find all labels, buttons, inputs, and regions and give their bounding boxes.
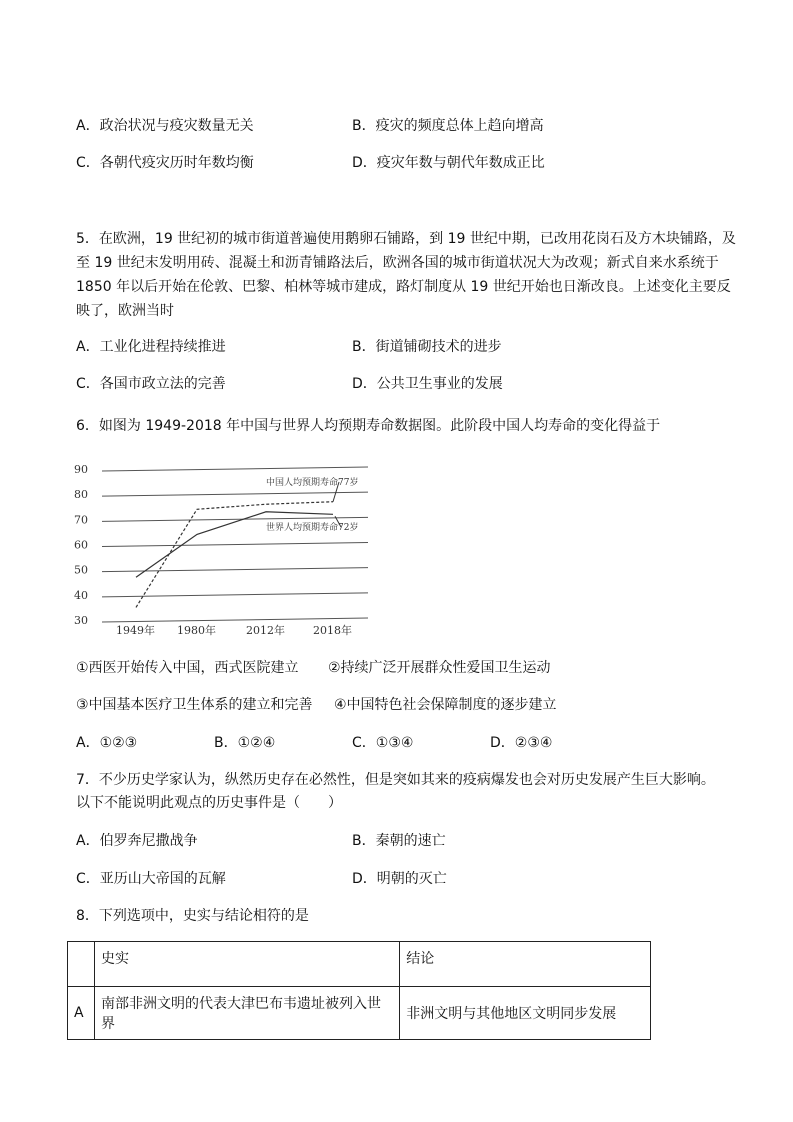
gridline: [102, 467, 368, 471]
gridline: [102, 618, 368, 622]
life-expectancy-chart: [70, 452, 380, 642]
gridline: [102, 517, 368, 521]
table-cell: 非洲文明与其他地区文明同步发展: [400, 987, 651, 1040]
q6-stem: 6．如图为 1949-2018 年中国与世界人均预期寿命数据图。此阶段中国人均寿命的变化得益于: [76, 418, 661, 434]
x-tick-label: 2012年: [246, 624, 285, 637]
y-tick-label: 80: [74, 488, 88, 502]
q4-option-b[interactable]: B．疫灾的频度总体上趋向增高: [352, 118, 544, 134]
table-header-cell: [68, 942, 95, 987]
y-tick-label: 60: [74, 538, 88, 552]
q4-option-c[interactable]: C．各朝代疫灾历时年数均衡: [76, 155, 254, 171]
table-cell: 南部非洲文明的代表大津巴布韦遗址被列入世界: [94, 987, 399, 1040]
q5-stem-line-1: 5．在欧洲，19 世纪初的城市街道普遍使用鹅卵石铺路，到 19 世纪中期，已改用花岗石及方木块铺路，及: [76, 231, 736, 247]
q5-stem-line-3: 1850 年以后开始在伦敦、巴黎、柏林等城市建成，路灯制度从 19 世纪开始也日渐改良。上述变化主要反: [76, 279, 731, 295]
y-tick-label: 40: [74, 588, 88, 602]
q6-item-4: ④中国特色社会保障制度的逐步建立: [334, 697, 557, 713]
series-label: 世界人均预期寿命72岁: [266, 523, 359, 533]
x-tick-label: 1949年: [116, 624, 155, 637]
series-line: [136, 502, 333, 608]
table-cell: A: [68, 987, 95, 1040]
q7-stem-line-1: 7．不少历史学家认为，纵然历史存在必然性，但是突如其来的疫病爆发也会对历史发展产生巨大影响。: [76, 772, 715, 788]
gridline: [102, 593, 368, 597]
q5-stem-line-2: 至 19 世纪末发明用砖、混凝土和沥青铺路法后，欧洲各国的城市街道状况大为改观；新式自来水系统于: [76, 255, 719, 271]
q6-item-1: ①西医开始传入中国，西式医院建立: [76, 660, 299, 676]
q4-option-a[interactable]: A．政治状况与疫灾数量无关: [76, 118, 254, 134]
y-tick-label: 90: [74, 463, 88, 476]
q8-table: [67, 941, 651, 1040]
gridline: [102, 568, 368, 572]
q7-option-a[interactable]: A．伯罗奔尼撒战争: [76, 833, 198, 849]
q7-option-b[interactable]: B．秦朝的速亡: [352, 833, 446, 849]
q5-option-d[interactable]: D．公共卫生事业的发展: [352, 376, 503, 392]
q7-option-c[interactable]: C．亚历山大帝国的瓦解: [76, 871, 226, 887]
q5-option-a[interactable]: A．工业化进程持续推进: [76, 339, 226, 355]
table-header-cell: 史实: [94, 942, 399, 987]
y-tick-label: 70: [74, 513, 88, 527]
table-header-cell: 结论: [400, 942, 651, 987]
q5-option-b[interactable]: B．街道铺砌技术的进步: [352, 339, 502, 355]
y-tick-label: 50: [74, 563, 88, 577]
q6-item-3: ③中国基本医疗卫生体系的建立和完善: [76, 697, 313, 713]
q6-item-2: ②持续广泛开展群众性爱国卫生运动: [328, 660, 551, 676]
x-tick-label: 1980年: [177, 624, 216, 637]
q4-option-d[interactable]: D．疫灾年数与朝代年数成正比: [352, 155, 545, 171]
table-header-row: [68, 942, 651, 987]
q6-option-d[interactable]: D．②③④: [490, 735, 553, 751]
q6-option-c[interactable]: C．①③④: [352, 735, 414, 751]
q5-stem-line-4: 映了，欧洲当时: [76, 303, 174, 319]
x-tick-label: 2018年: [313, 624, 352, 637]
table-row: [68, 987, 651, 1040]
series-label: 中国人均预期寿命77岁: [266, 478, 359, 488]
q7-option-d[interactable]: D．明朝的灭亡: [352, 871, 447, 887]
gridline: [102, 492, 368, 496]
q5-option-c[interactable]: C．各国市政立法的完善: [76, 376, 226, 392]
y-tick-label: 30: [74, 614, 88, 627]
q6-option-b[interactable]: B．①②④: [214, 735, 276, 751]
q6-option-a[interactable]: A．①②③: [76, 735, 138, 751]
q8-stem: 8．下列选项中，史实与结论相符的是: [76, 908, 309, 924]
q7-stem-line-2: 以下不能说明此观点的历史事件是（ ）: [76, 795, 342, 811]
gridline: [102, 543, 368, 547]
